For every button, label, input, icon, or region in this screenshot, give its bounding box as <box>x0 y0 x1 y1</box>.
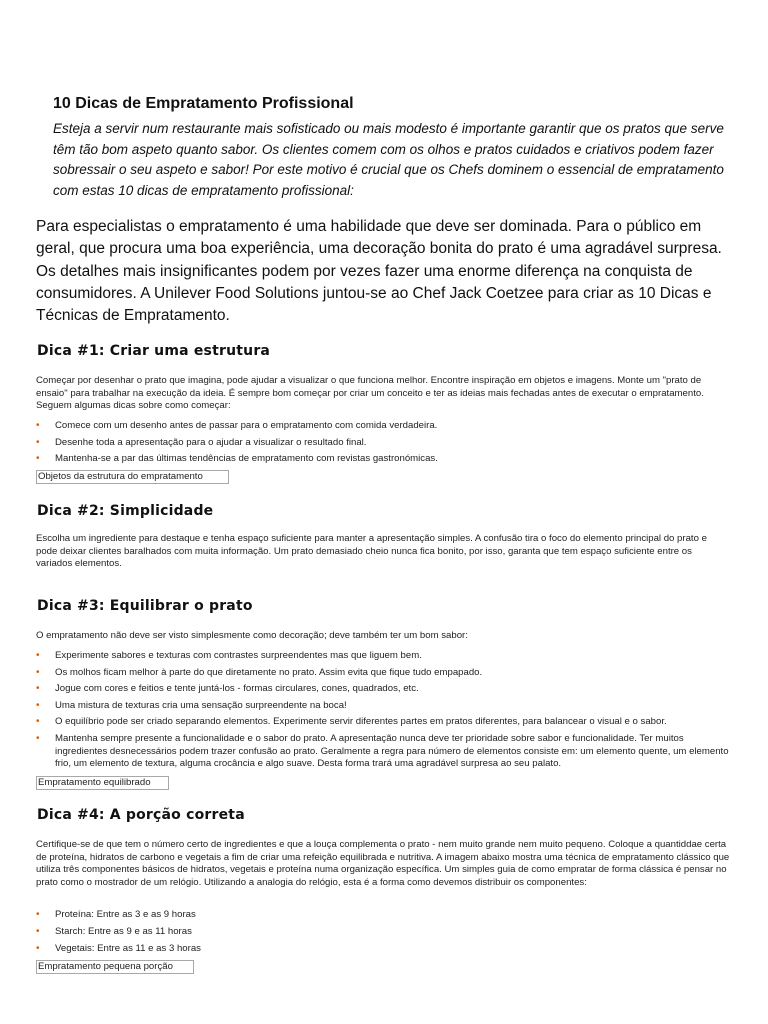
list-item-text: Comece com um desenho antes de passar para o empratamento com comida verdadeira. <box>55 420 438 431</box>
bullet-list-dica-4 <box>36 909 730 956</box>
list-item <box>36 420 730 433</box>
section-heading-dica-4: Dica #4: A porção correta <box>37 807 245 823</box>
bullet-icon: • <box>36 943 40 955</box>
bullet-list-dica-3 <box>36 650 730 771</box>
list-item-text: Jogue com cores e feitios e tente juntá-los - formas circulares, cones, quadrados, etc. <box>55 683 419 695</box>
list-item <box>36 667 730 680</box>
section-heading-dica-2: Dica #2: Simplicidade <box>37 503 214 519</box>
list-item <box>36 650 730 663</box>
bullet-icon: • <box>36 436 40 448</box>
list-item <box>36 716 730 729</box>
bullet-icon: • <box>36 420 40 431</box>
page-title: 10 Dicas de Empratamento Profissional <box>53 95 354 112</box>
list-item-text: Vegetais: Entre as 11 e as 3 horas <box>55 943 201 955</box>
list-item-text: Mantenha sempre presente a funcionalidade e o sabor do prato. A apresentação nunca deve ter prioridade sobre sabor e funcionalidade. Ter muitos ingredientes desnecessários podem trazer confusão ao prato. Geralmente a regra para número de elementos consiste em: um elemento quente, um elemento frio, um elemento de textura, alguma crocância e algo suave. Desta forma trará uma agradável surpresa ao seu palato. <box>55 732 729 770</box>
list-item <box>36 733 730 771</box>
image-placeholder-estrutura: Objetos da estrutura do empratamento <box>36 470 229 484</box>
section-body-dica-2: Escolha um ingrediente para destaque e tenha espaço suficiente para manter a apresentação simples. A confusão tira o foco do elemento principal do prato e pode deixar clientes baralhados com muita informação. Um prato demasiado cheio nunca fica bonito, por isso, garanta que tem espaço suficiente entre os variados elementos. <box>36 533 707 570</box>
list-item <box>36 700 730 713</box>
list-item <box>36 683 730 696</box>
list-item <box>36 943 730 956</box>
bullet-list-dica-1 <box>36 420 730 466</box>
list-item-text: Experimente sabores e texturas com contrastes surpreendentes mas que liguem bem. <box>55 650 422 661</box>
image-placeholder-pequena-porcao: Empratamento pequena porção <box>36 960 194 974</box>
bullet-icon: • <box>36 716 40 728</box>
list-item-text: Uma mistura de texturas cria uma sensação surpreendente na boca! <box>55 699 347 711</box>
list-item <box>36 926 730 939</box>
bullet-icon: • <box>36 926 40 938</box>
bullet-icon: • <box>36 453 40 465</box>
section-heading-dica-1: Dica #1: Criar uma estrutura <box>37 343 271 359</box>
list-item <box>36 437 730 450</box>
list-item-text: Desenhe toda a apresentação para o ajudar a visualizar o resultado final. <box>55 436 367 448</box>
image-placeholder-equilibrado: Empratamento equilibrado <box>36 776 169 790</box>
bullet-icon: • <box>36 732 40 744</box>
section-body-dica-1: Começar por desenhar o prato que imagina, pode ajudar a visualizar o que funciona melhor. Encontre inspiração em objetos e imagens. Monte um "prato de ensaio" para trabalhar na execução da ideia. É sempre bom começar por criar um conceito e ter as ideias mais fechadas antes de executar o empratamento. Seguem algumas dicas sobre como começar: <box>36 375 704 412</box>
intro-paragraph: Esteja a servir num restaurante mais sofisticado ou mais modesto é importante garantir que os pratos que serve têm tão bom aspeto quanto sabor. Os clientes comem com os olhos e pratos cuidados e criativos podem fazer sobressair o seu aspeto e sabor! Por este motivo é crucial que os Chefs dominem o essencial de empratamento com estas 10 dicas de empratamento profissional: <box>53 121 724 198</box>
list-item-text: O equilíbrio pode ser criado separando elementos. Experimente servir diferentes partes em pratos diferentes, para balancear o visual e o sabor. <box>55 716 667 728</box>
list-item-text: Os molhos ficam melhor à parte do que diretamente no prato. Assim evita que fique tudo empapado. <box>55 666 483 678</box>
list-item-text: Proteína: Entre as 3 e as 9 horas <box>55 909 196 920</box>
section-body-dica-4: Certifique-se de que tem o número certo de ingredientes e que a louça complementa o prato - nem muito grande nem muito pequeno. Coloque a quantiddae certa de proteína, hidratos de carbono e vegetais a fim de criar uma refeição equilibrada e nutritiva. A imagem abaixo mostra uma técnica de empratamento clássico que utiliza três componentes básicos de hidratos, vegetais e proteína numa organização específica. Um simples guia de como empratar de forma clássica é pensar no prato como o mostrador de um relógio. Utilizando a analogia do relógio, esta é a forma como devemos distribuir os componentes: <box>36 839 730 888</box>
bullet-icon: • <box>36 909 40 920</box>
lead-paragraph: Para especialistas o empratamento é uma habilidade que deve ser dominada. Para o público em geral, que procura uma boa experiência, uma decoração bonita do prato é uma agradável surpresa. Os detalhes mais insignificantes podem por vezes fazer uma enorme diferença na conquista de consumidores. A Unilever Food Solutions juntou-se ao Chef Jack Coetzee para criar as 10 Dicas e Técnicas de Empratamento. <box>36 218 722 325</box>
bullet-icon: • <box>36 699 40 711</box>
bullet-icon: • <box>36 683 40 695</box>
list-item <box>36 453 730 466</box>
bullet-icon: • <box>36 650 40 661</box>
list-item-text: Mantenha-se a par das últimas tendências de empratamento com revistas gastronómicas. <box>55 453 438 465</box>
list-item-text: Starch: Entre as 9 e as 11 horas <box>55 926 192 938</box>
bullet-icon: • <box>36 666 40 678</box>
section-heading-dica-3: Dica #3: Equilibrar o prato <box>37 598 253 614</box>
section-body-dica-3: O empratamento não deve ser visto simplesmente como decoração; deve também ter um bom sabor: <box>36 630 468 641</box>
list-item <box>36 909 730 922</box>
